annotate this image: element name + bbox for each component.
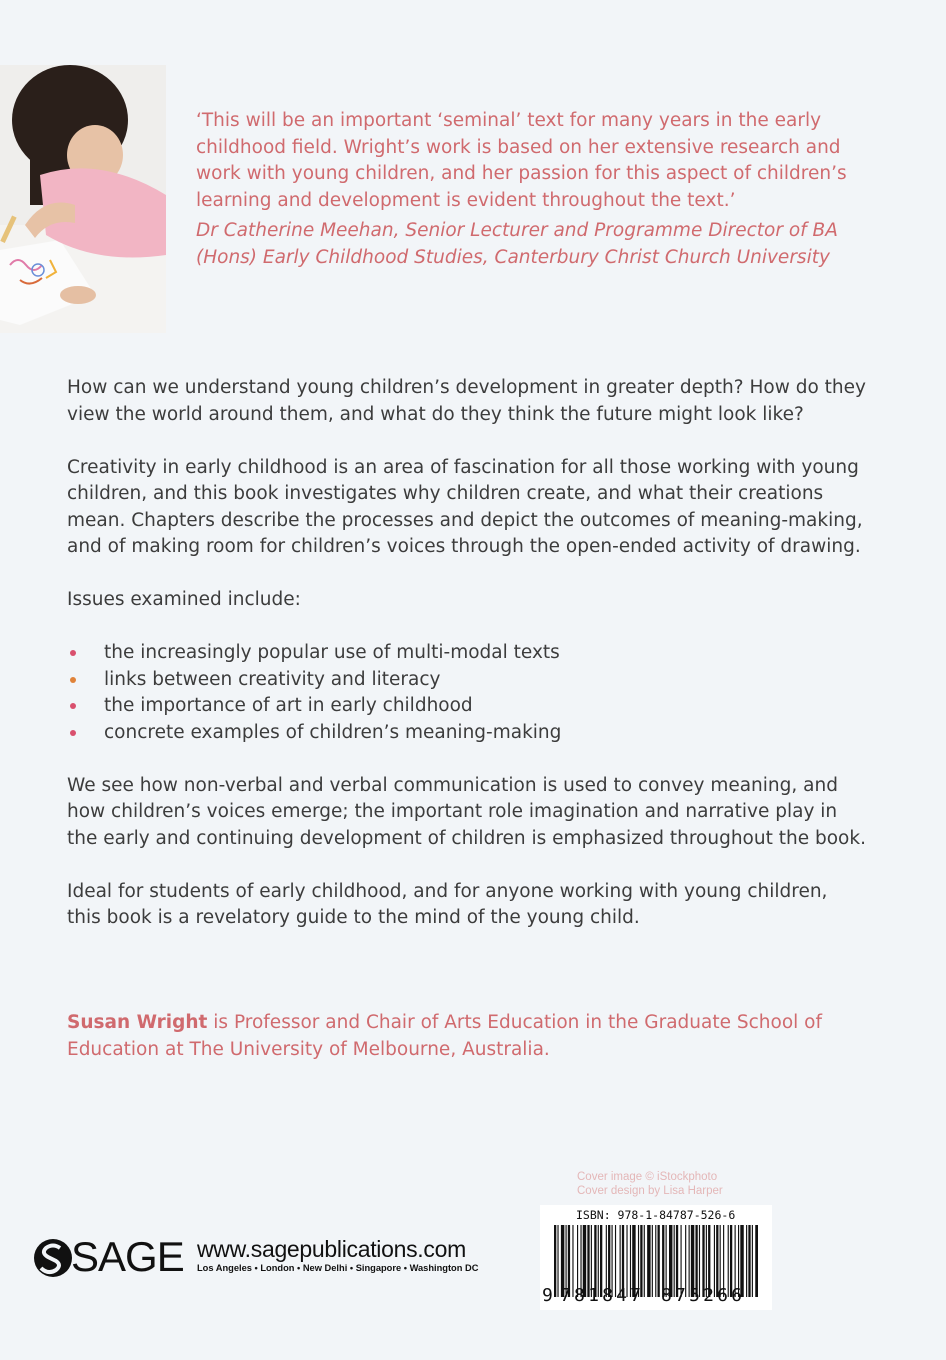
sage-logo xyxy=(33,1233,184,1282)
author-bio-text: is Professor and Chair of Arts Education in the Graduate School of Education at The University of Melbourne, Australia. xyxy=(67,1012,823,1060)
barcode-bar xyxy=(748,1225,750,1297)
bullet-icon xyxy=(70,650,76,656)
list-item xyxy=(67,720,867,747)
barcode-bar xyxy=(647,1225,650,1297)
issues-list xyxy=(67,640,867,746)
description-para-1: How can we understand young children’s development in greater depth? How do they view the world around them, and what do they think the future might look like? xyxy=(67,377,866,425)
description-para-2: Creativity in early childhood is an area of fascination for all those working with young children, and this book investigates why children create, and what their creations mean. Chapters describe the processes and depict the outcomes of meaning-making, and of making room for children’s voices through the open-ended activity of drawing. xyxy=(67,456,863,557)
publisher-cities: Los Angeles • London • New Delhi • Singapore • Washington DC xyxy=(197,1263,479,1273)
barcode-bar xyxy=(752,1225,753,1297)
barcode-bar xyxy=(554,1225,556,1297)
book-description xyxy=(67,375,867,958)
cover-image-credit: Cover image © iStockphoto xyxy=(577,1171,718,1183)
list-item xyxy=(67,667,867,694)
cover-photo xyxy=(0,65,166,333)
bullet-icon xyxy=(70,703,76,709)
publisher-website[interactable]: www.sagepublications.com xyxy=(197,1236,466,1262)
author-name: Susan Wright xyxy=(67,1012,208,1033)
endorsement-attribution: Dr Catherine Meehan, Senior Lecturer and Programme Director of BA (Hons) Early Childhood Studies, Canterbury Christ Church University xyxy=(196,220,838,268)
list-item-text: the importance of art in early childhood xyxy=(104,695,473,716)
barcode-group-2: 875266 xyxy=(661,1285,746,1306)
sage-logo-text: SAGE xyxy=(71,1233,184,1280)
list-item xyxy=(67,693,867,720)
description-para-4: Ideal for students of early childhood, and for anyone working with young children, this book is a revelatory guide to the mind of the young child. xyxy=(67,880,828,928)
barcode-group-1: 781847 xyxy=(560,1285,645,1306)
endorsement-quote: ‘This will be an important ‘seminal’ text for many years in the early childhood field. Wright’s work is based on her extensive research and work with young children, and her passion for this aspect of children’s learning and development is evident throughout the text.’ xyxy=(196,110,847,211)
barcode-bar xyxy=(557,1225,558,1297)
list-item xyxy=(67,640,867,667)
list-item-text: the increasingly popular use of multi-modal texts xyxy=(104,642,560,663)
bullet-icon xyxy=(70,677,76,683)
barcode-bar xyxy=(755,1225,758,1297)
cover-design-credit: Cover design by Lisa Harper xyxy=(577,1185,723,1197)
barcode-first-digit: 9 xyxy=(542,1285,553,1306)
sage-logo-mark-icon xyxy=(33,1234,73,1282)
description-para-3: We see how non-verbal and verbal communication is used to convey meaning, and how children’s voices emerge; the important role imagination and narrative play in the early and continuing development of children is emphasized throughout the book. xyxy=(67,774,866,849)
issues-intro: Issues examined include: xyxy=(67,589,301,610)
cover-credits xyxy=(577,1170,723,1198)
isbn-barcode xyxy=(540,1205,772,1310)
list-item-text: links between creativity and literacy xyxy=(104,668,441,690)
list-item-text: concrete examples of children’s meaning-making xyxy=(104,721,562,743)
isbn-label: ISBN: 978-1-84787-526-6 xyxy=(576,1208,736,1222)
endorsement xyxy=(196,108,876,271)
author-bio xyxy=(67,1010,867,1063)
barcode-bar xyxy=(658,1225,660,1297)
barcode-bar xyxy=(652,1225,653,1297)
bullet-icon xyxy=(70,730,76,736)
barcode-bar xyxy=(746,1225,747,1297)
barcode-bar xyxy=(655,1225,656,1297)
